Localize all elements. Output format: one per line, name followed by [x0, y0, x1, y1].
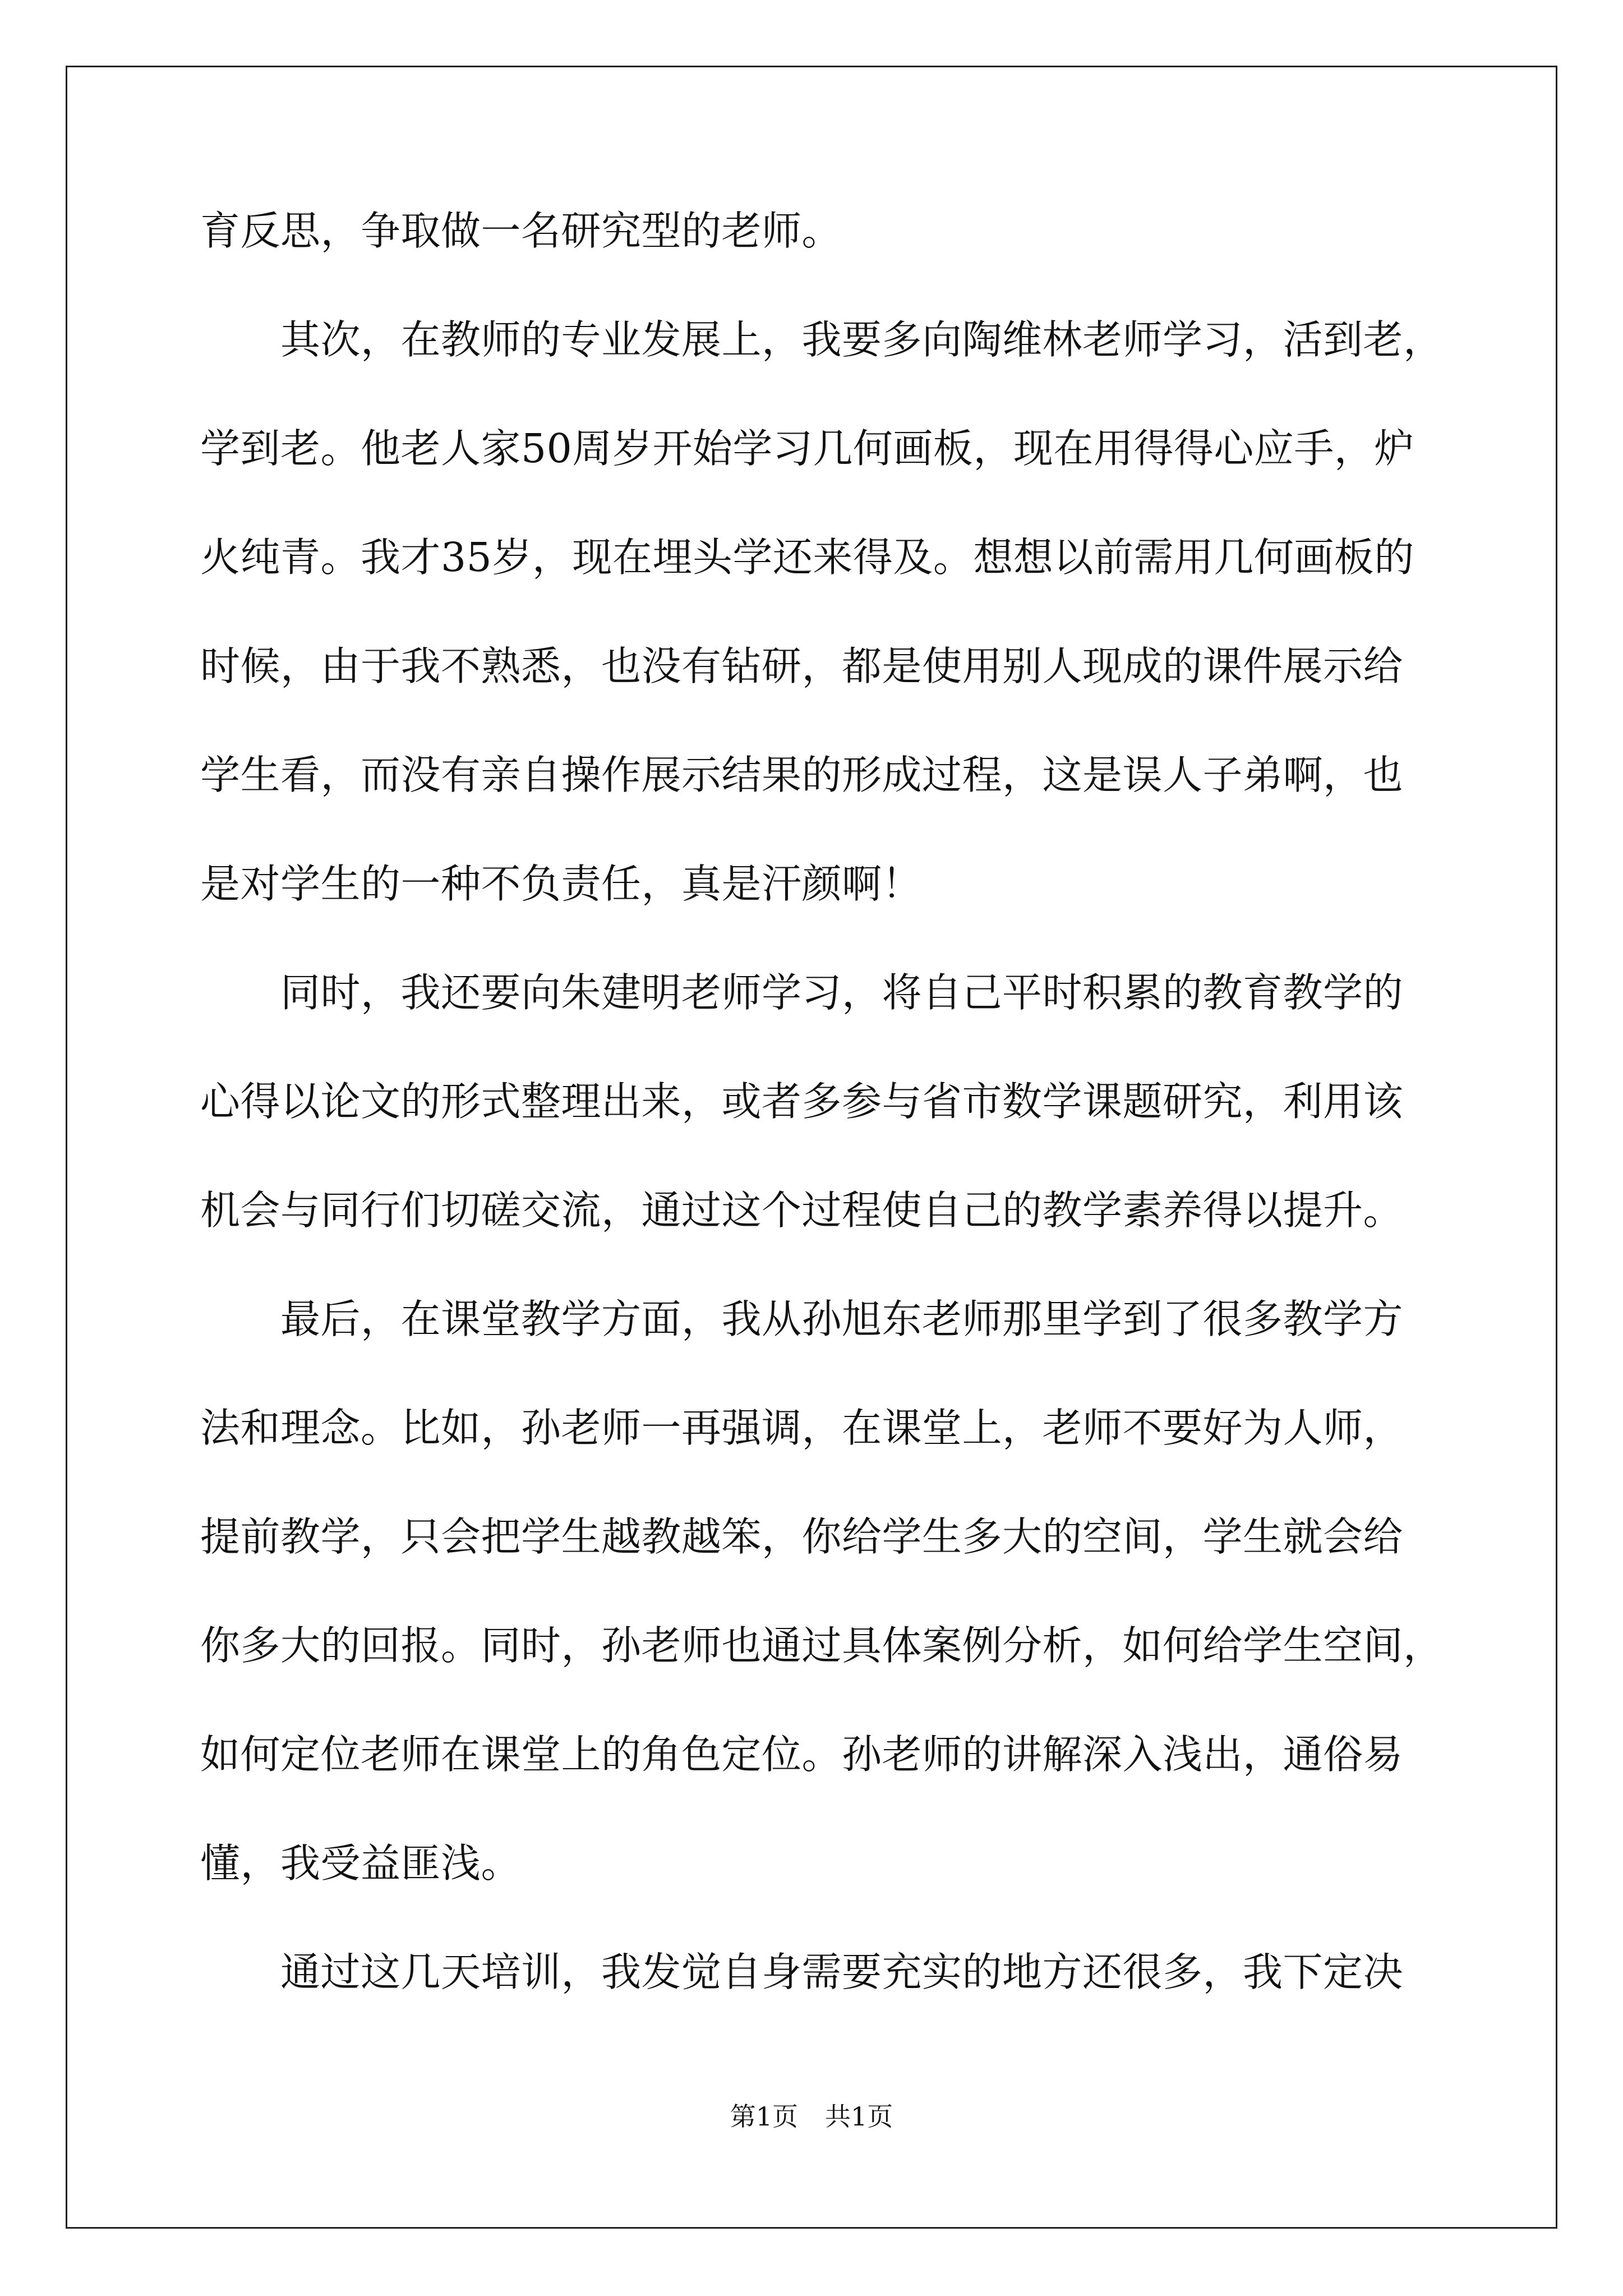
text-line: 懂，我受益匪浅。 [200, 1840, 522, 1887]
text-line: 学生看，而没有亲自操作展示结果的形成过程，这是误人子弟啊，也 [200, 752, 1404, 798]
page-footer [0, 2101, 1623, 2132]
text-line: 火纯青。我才35岁，现在埋头学还来得及。想想以前需用几何画板的 [200, 534, 1414, 581]
text-line: 机会与同行们切磋交流，通过这个过程使自己的教学素养得以提升。 [200, 1187, 1404, 1234]
text-line: 学到老。他老人家50周岁开始学习几何画板，现在用得得心应手，炉 [200, 425, 1414, 472]
text-line: 育反思，争取做一名研究型的老师。 [200, 208, 842, 254]
text-line: 如何定位老师在课堂上的角色定位。孙老师的讲解深入浅出，通俗易 [200, 1731, 1404, 1778]
text-line: 最后，在课堂教学方面，我从孙旭东老师那里学到了很多教学方 [200, 1296, 1404, 1342]
text-line: 你多大的回报。同时，孙老师也通过具体案例分析，如何给学生空间， [200, 1622, 1444, 1669]
page-number: 第1页 [730, 2101, 798, 2132]
text-line: 通过这几天培训，我发觉自身需要充实的地方还很多，我下定决 [200, 1949, 1404, 1995]
text-line: 时候，由于我不熟悉，也没有钻研，都是使用别人现成的课件展示给 [200, 643, 1404, 689]
page-total: 共1页 [825, 2101, 893, 2132]
text-line: 同时，我还要向朱建明老师学习，将自己平时积累的教育教学的 [200, 969, 1404, 1016]
text-line: 心得以论文的形式整理出来，或者多参与省市数学课题研究，利用该 [200, 1078, 1404, 1125]
text-line: 其次，在教师的专业发展上，我要多向陶维林老师学习，活到老， [200, 316, 1444, 363]
text-line: 提前教学，只会把学生越教越笨，你给学生多大的空间，学生就会给 [200, 1513, 1404, 1560]
text-line: 法和理念。比如，孙老师一再强调，在课堂上，老师不要好为人师， [200, 1405, 1404, 1451]
text-line: 是对学生的一种不负责任，真是汗颜啊！ [200, 861, 923, 907]
page-frame [66, 66, 1557, 2229]
